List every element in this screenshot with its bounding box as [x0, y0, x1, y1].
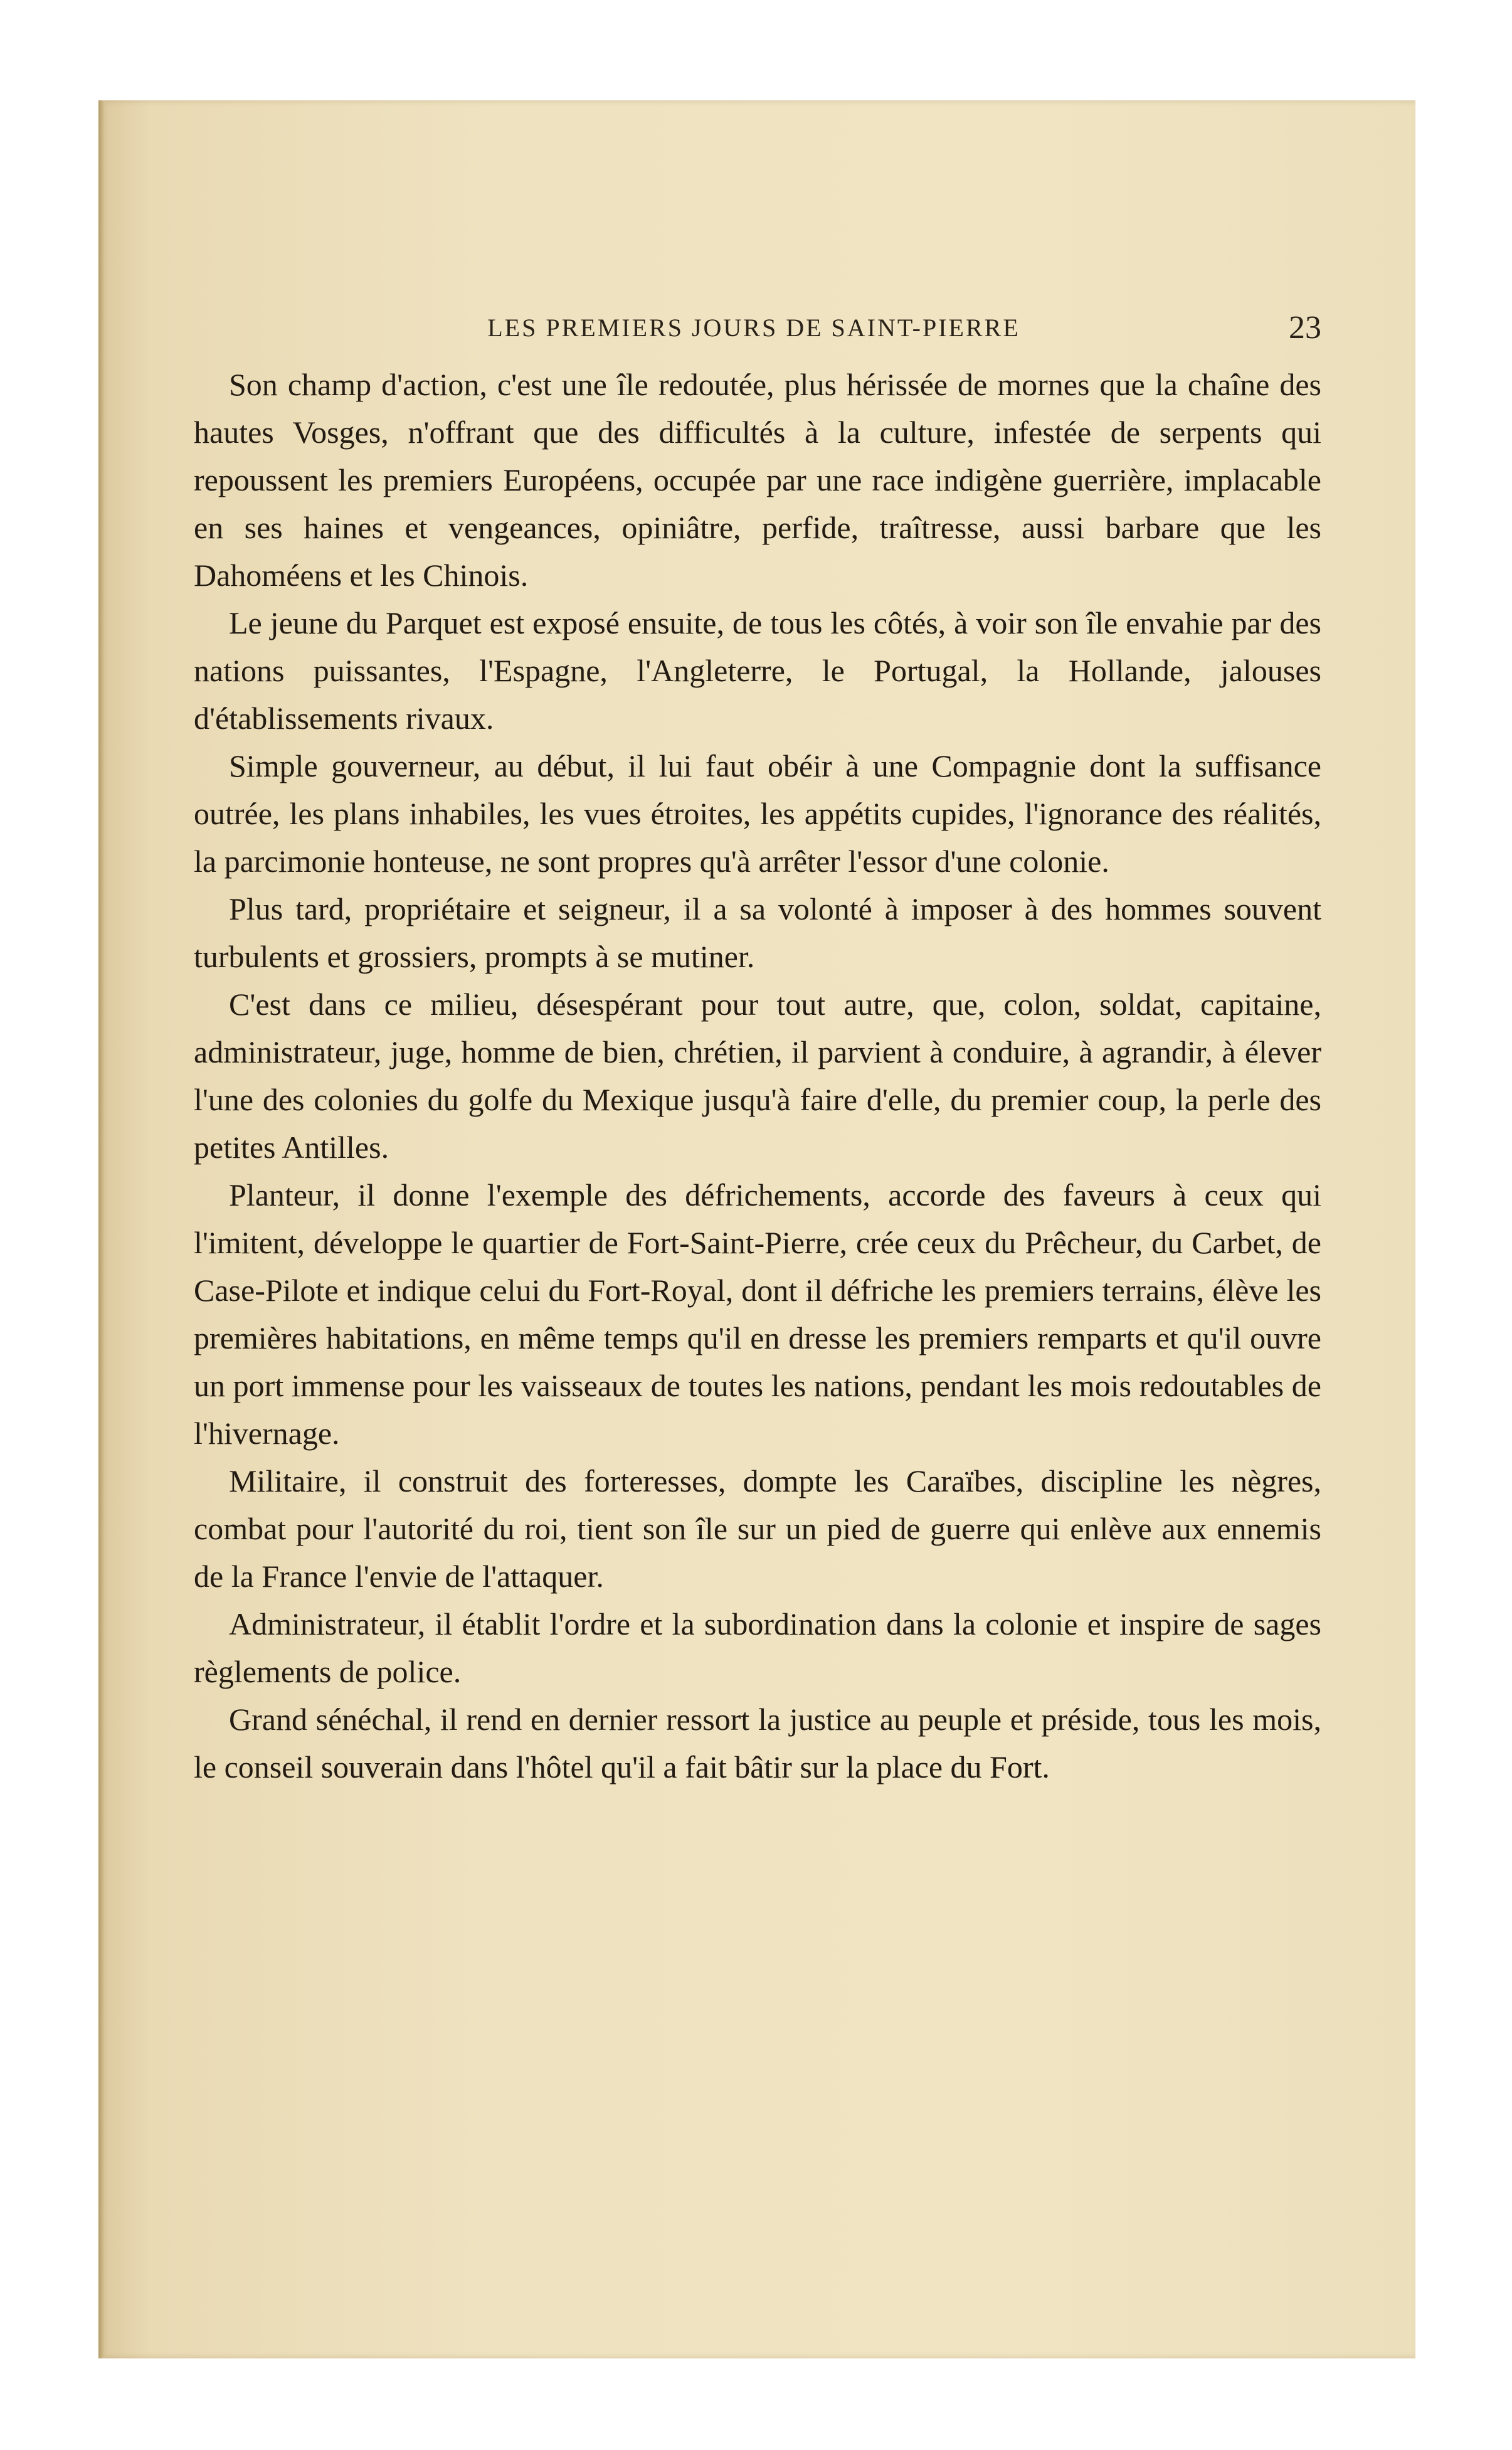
- paragraph: Son champ d'action, c'est une île redoutée, plus hérissée de mornes que la chaîne des hautes Vosges, n'offrant que des difficultés à la culture, infestée de serpents qui repoussent les premiers Européens, occupée par une race indigène guerrière, implacable en ses haines et vengeances, opiniâtre, perfide, traîtresse, aussi barbare que les Dahoméens et les Chinois.: [194, 367, 1321, 593]
- page-number: 23: [1289, 310, 1321, 346]
- body-text: [194, 361, 1321, 1791]
- paragraph: Simple gouverneur, au début, il lui faut obéir à une Compagnie dont la suffisance outrée, les plans inhabiles, les vues étroites, les appétits cupides, l'ignorance des réalités, la parcimonie honteuse, ne sont propres qu'à arrêter l'essor d'une colonie.: [194, 748, 1321, 879]
- paragraph: C'est dans ce milieu, désespérant pour tout autre, que, colon, soldat, capitaine, administrateur, juge, homme de bien, chrétien, il parvient à conduire, à agrandir, à élever l'une des colonies du golfe du Mexique jusqu'à faire d'elle, du premier coup, la perle des petites Antilles.: [194, 987, 1321, 1165]
- paragraph: Administrateur, il établit l'ordre et la subordination dans la colonie et inspire de sages règlements de police.: [194, 1606, 1321, 1689]
- paragraph: Militaire, il construit des forteresses, dompte les Caraïbes, discipline les nègres, combat pour l'autorité du roi, tient son île sur un pied de guerre qui enlève aux ennemis de la France l'envie de l'attaquer.: [194, 1463, 1321, 1594]
- running-title: LES PREMIERS JOURS DE SAINT-PIERRE: [487, 314, 1020, 342]
- paragraph: Planteur, il donne l'exemple des défrichements, accorde des faveurs à ceux qui l'imitent, développe le quartier de Fort-Saint-Pierre, crée ceux du Prêcheur, du Carbet, de Case-Pilote et indique celui du Fort-Royal, dont il défriche les premiers terrains, élève les premières habitations, en même temps qu'il en dresse les premiers remparts et qu'il ouvre un port immense pour les vaisseaux de toutes les nations, pendant les mois redoutables de l'hivernage.: [194, 1177, 1321, 1451]
- paragraph: Grand sénéchal, il rend en dernier ressort la justice au peuple et préside, tous les mois, le conseil souverain dans l'hôtel qu'il a fait bâtir sur la place du Fort.: [194, 1702, 1321, 1784]
- page-binding-edge: [98, 100, 105, 2358]
- page-header: [98, 306, 1415, 350]
- book-page: [98, 100, 1415, 2358]
- paragraph: Plus tard, propriétaire et seigneur, il a sa volonté à imposer à des hommes souvent turbulents et grossiers, prompts à se mutiner.: [194, 891, 1321, 974]
- paragraph: Le jeune du Parquet est exposé ensuite, de tous les côtés, à voir son île envahie par des nations puissantes, l'Espagne, l'Angleterre, le Portugal, la Hollande, jalouses d'établissements rivaux.: [194, 605, 1321, 736]
